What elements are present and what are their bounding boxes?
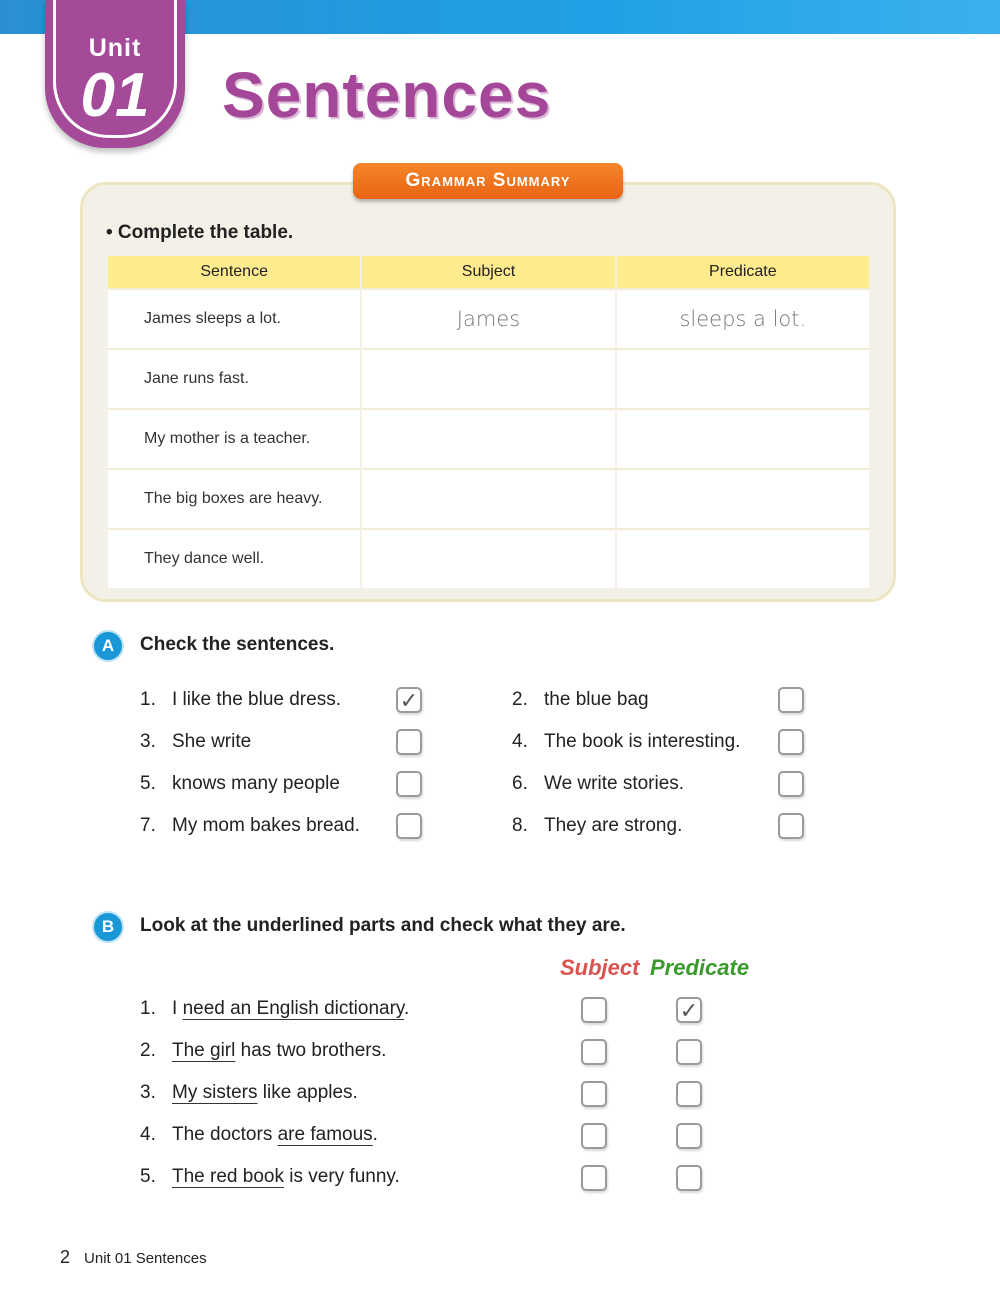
page-number: 2 (60, 1247, 71, 1267)
unit-tab (45, 0, 185, 148)
predicate-checkbox[interactable] (676, 1039, 702, 1065)
summary-instruction: • Complete the table. (106, 222, 294, 243)
checkbox[interactable] (396, 813, 422, 839)
list-item: 7. My mom bakes bread. (140, 815, 360, 836)
table-row (108, 348, 869, 408)
list-item: 4. The doctors are famous. (140, 1124, 378, 1145)
subject-checkbox[interactable] (581, 1123, 607, 1149)
predicate-answer-cell[interactable] (617, 468, 869, 528)
list-item: 4. The book is interesting. (512, 731, 741, 752)
check-icon: ✓ (399, 688, 419, 713)
unit-label: Unit (88, 34, 142, 62)
subject-answer-cell[interactable] (362, 468, 614, 528)
checkbox[interactable] (778, 813, 804, 839)
predicate-checkbox[interactable] (676, 1081, 702, 1107)
predicate-answer-cell[interactable] (617, 348, 869, 408)
predicate-answer-cell[interactable] (617, 528, 869, 588)
list-item: 1. I need an English dictionary. (140, 998, 410, 1019)
grammar-summary-badge: Grammar Summary (353, 163, 623, 199)
list-item: 5. The red book is very funny. (140, 1166, 400, 1187)
page-title: Sentences (222, 59, 552, 131)
list-item: 6. We write stories. (512, 773, 685, 794)
section-b-title: Look at the underlined parts and check what they are. (140, 915, 626, 936)
table-row (108, 288, 869, 348)
underlined-part: are famous (277, 1124, 373, 1145)
predicate-checkbox[interactable] (676, 1123, 702, 1149)
checkbox[interactable] (396, 771, 422, 797)
predicate-answer-cell[interactable] (617, 408, 869, 468)
section-a-title: Check the sentences. (140, 634, 335, 655)
subject-checkbox[interactable] (581, 1081, 607, 1107)
underlined-part: The red book (172, 1166, 284, 1187)
column-header-sentence: Sentence (108, 256, 360, 288)
subject-answer-cell[interactable] (362, 348, 614, 408)
subject-answer-cell[interactable] (362, 528, 614, 588)
grammar-table (106, 256, 871, 588)
section-b-badge: B (92, 911, 124, 943)
underlined-part: need an English dictionary (182, 998, 405, 1019)
checkbox[interactable] (778, 687, 804, 713)
footer-text: Unit 01 Sentences (84, 1250, 207, 1267)
check-icon: ✓ (679, 998, 699, 1023)
checkbox[interactable] (778, 771, 804, 797)
subject-checkbox[interactable] (581, 1165, 607, 1191)
sentence-cell: The big boxes are heavy. (108, 468, 360, 528)
list-item: 2. The girl has two brothers. (140, 1040, 387, 1061)
table-row (108, 528, 869, 588)
predicate-answer-cell[interactable]: sleeps a lot. (617, 288, 869, 348)
unit-number: 01 (80, 61, 150, 130)
table-row (108, 468, 869, 528)
list-item: 8. They are strong. (512, 815, 683, 836)
predicate-column-label: Predicate (650, 955, 750, 980)
checkbox[interactable] (396, 729, 422, 755)
list-item: 3. My sisters like apples. (140, 1082, 358, 1103)
sentence-cell: James sleeps a lot. (108, 288, 360, 348)
predicate-checkbox[interactable] (676, 997, 702, 1023)
column-header-subject: Subject (362, 256, 614, 288)
sentence-cell: My mother is a teacher. (108, 408, 360, 468)
underlined-part: The girl (172, 1040, 236, 1061)
section-a-badge: A (92, 630, 124, 662)
page-footer (60, 1247, 207, 1268)
checkbox[interactable] (778, 729, 804, 755)
list-item: 1. I like the blue dress. (140, 689, 341, 710)
sentence-cell: They dance well. (108, 528, 360, 588)
list-item: 3. She write (140, 731, 252, 752)
table-row (108, 408, 869, 468)
subject-answer-cell[interactable]: James (362, 288, 614, 348)
subject-column-label: Subject (560, 955, 640, 980)
underlined-part: My sisters (172, 1082, 258, 1103)
list-item: 5. knows many people (140, 773, 340, 794)
subject-answer-cell[interactable] (362, 408, 614, 468)
sentence-cell: Jane runs fast. (108, 348, 360, 408)
subject-checkbox[interactable] (581, 997, 607, 1023)
checkbox[interactable] (396, 687, 422, 713)
list-item: 2. the blue bag (512, 689, 649, 710)
predicate-checkbox[interactable] (676, 1165, 702, 1191)
column-header-predicate: Predicate (617, 256, 869, 288)
subject-checkbox[interactable] (581, 1039, 607, 1065)
